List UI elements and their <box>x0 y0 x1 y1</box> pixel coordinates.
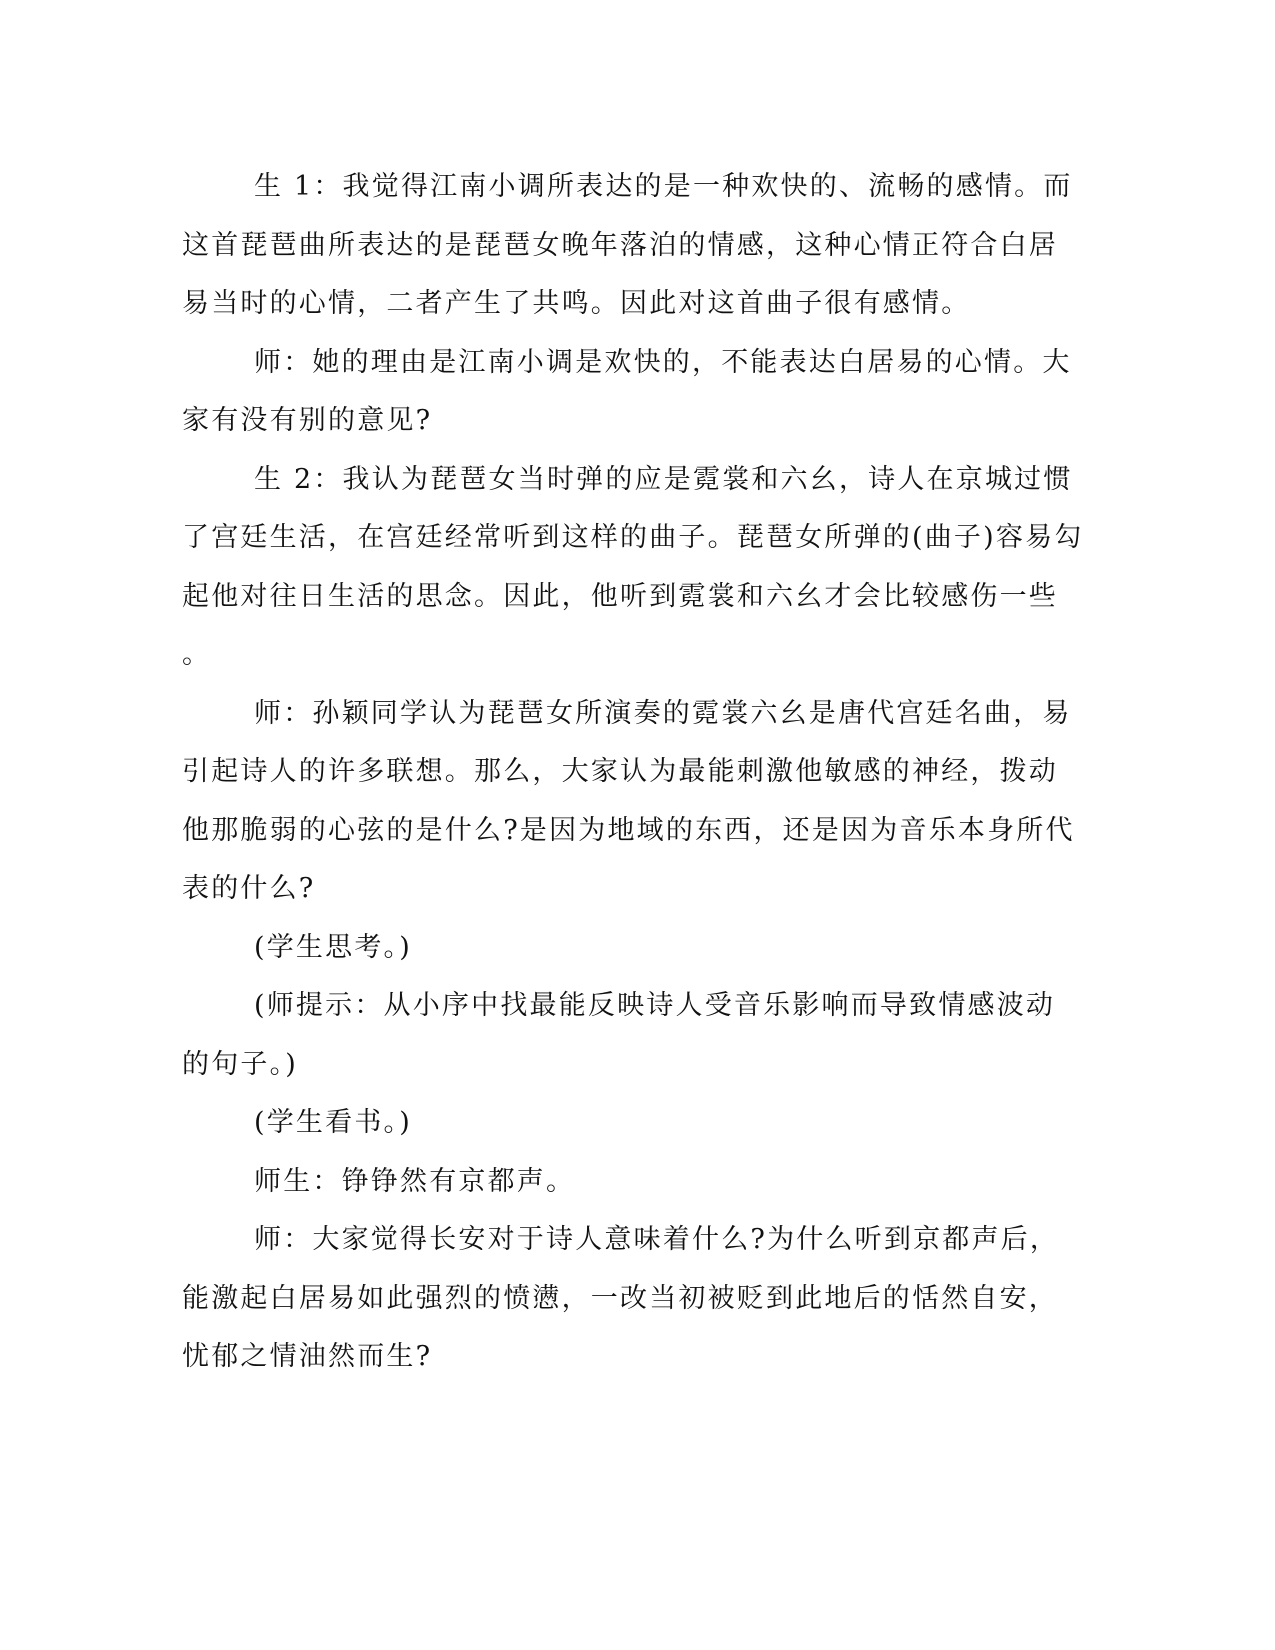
text-line: (学生看书。) <box>254 1107 412 1138</box>
text-line: 师生：铮铮然有京都声。 <box>254 1165 576 1197</box>
text-line: 他那脆弱的心弦的是什么?是因为地域的东西，还是因为音乐本身所代 <box>182 814 1075 846</box>
text-line: 生 1：我觉得江南小调所表达的是一种欢快的、流畅的感情。而 <box>254 171 1073 202</box>
text-line: 了宫廷生活，在宫廷经常听到这样的曲子。琵琶女所弹的(曲子)容易勾 <box>182 522 1084 553</box>
text-line: 忧郁之情油然而生? <box>182 1341 433 1372</box>
paragraph-students-thinking <box>182 919 1032 978</box>
text-line: (师提示：从小序中找最能反映诗人受音乐影响而导致情感波动 <box>254 990 1056 1021</box>
text-line: 师：孙颖同学认为琵琶女所演奏的霓裳六幺是唐代宫廷名曲，易 <box>254 697 1072 729</box>
text-line: 师：她的理由是江南小调是欢快的，不能表达白居易的心情。大 <box>254 346 1072 378</box>
text-line: 表的什么? <box>182 873 316 904</box>
paragraph-teacher-1 <box>182 334 1072 451</box>
paragraph-teacher-hint <box>182 977 1056 1094</box>
paragraph-teacher-2 <box>182 685 1075 919</box>
text-line: 家有没有别的意见? <box>182 405 433 436</box>
paragraph-student-1 <box>182 158 1073 334</box>
text-line: 能激起白居易如此强烈的愤懑，一改当初被贬到此地后的恬然自安， <box>182 1282 1058 1314</box>
text-line: 。 <box>182 639 212 670</box>
text-line: (学生思考。) <box>254 931 412 963</box>
text-line: 引起诗人的许多联想。那么，大家认为最能刺激他敏感的神经，拨动 <box>182 756 1058 787</box>
paragraph-teacher-students <box>182 1153 1032 1212</box>
text-line: 起他对往日生活的思念。因此，他听到霓裳和六幺才会比较感伤一些 <box>182 580 1058 612</box>
paragraph-teacher-3 <box>182 1211 1060 1387</box>
text-line: 的句子。) <box>182 1048 299 1080</box>
document-body <box>182 158 1084 1387</box>
paragraph-students-reading <box>182 1094 1032 1153</box>
text-line: 生 2：我认为琵琶女当时弹的应是霓裳和六幺，诗人在京城过惯 <box>254 463 1073 495</box>
paragraph-student-2 <box>182 451 1084 685</box>
text-line: 这首琵琶曲所表达的是琵琶女晚年落泊的情感，这种心情正符合白居 <box>182 229 1058 261</box>
text-line: 师：大家觉得长安对于诗人意味着什么?为什么听到京都声后， <box>254 1224 1060 1255</box>
text-line: 易当时的心情，二者产生了共鸣。因此对这首曲子很有感情。 <box>182 288 971 319</box>
